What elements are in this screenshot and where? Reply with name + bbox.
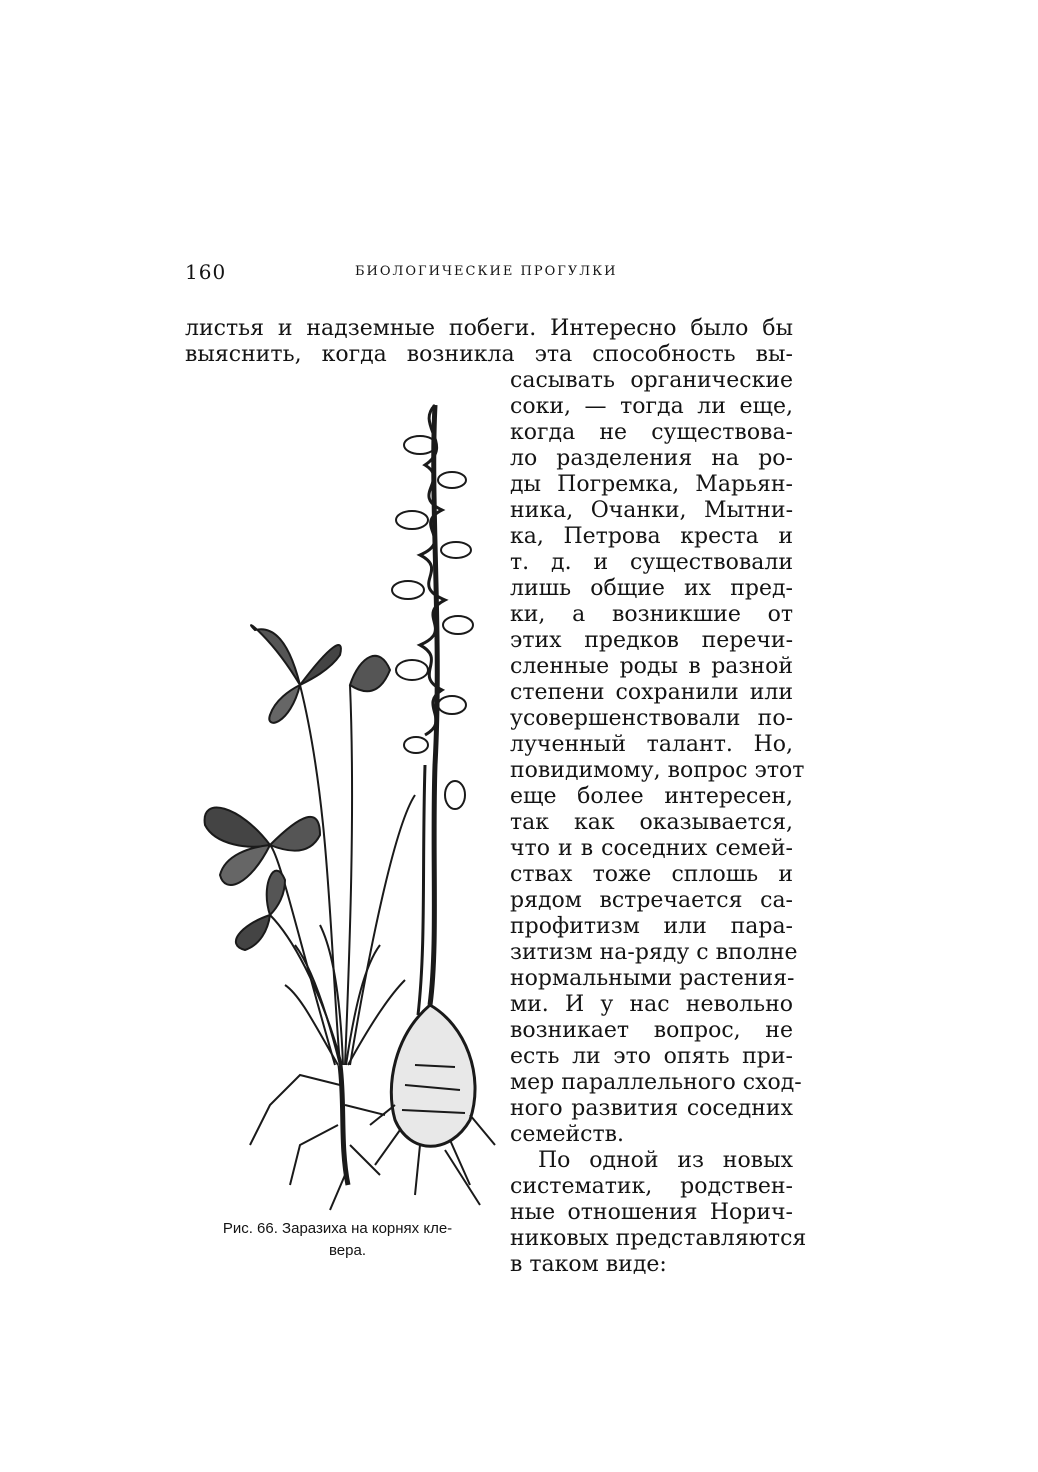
text-line: ника, Очанки, Мытни- [510,498,793,523]
text-line: мер параллельного сход- [510,1070,802,1095]
text-line: еще более интересен, [510,784,793,809]
text-line: в таком виде: [510,1252,667,1277]
text-line: когда не существова- [510,420,793,445]
text-line: выяснить, когда возникла эта способность вы- [185,342,793,367]
text-line: повидимому, вопрос этот [510,758,805,783]
text-line: лишь общие их пред- [510,576,793,601]
text-line: ного развития соседних [510,1096,793,1121]
text-line: что и в соседних семей- [510,836,793,861]
text-line: профитизм или пара- [510,914,793,939]
text-line: усовершенствовали по- [510,706,793,731]
text-line: сленные роды в разной [510,654,793,679]
caption-line: Рис. 66. Заразиха на корнях кле- [222,1220,453,1237]
text-line: этих предков перечи- [510,628,793,653]
text-line: так как оказывается, [510,810,793,835]
text-line: систематик, родствен- [510,1174,793,1199]
text-line-indent: По одной из новых [538,1148,793,1173]
text-line: нормальными растения- [510,966,795,991]
text-line: возникает вопрос, не [510,1018,793,1043]
text-line: ды Погремка, Марьян- [510,472,793,497]
text-line: рядом встречается са- [510,888,793,913]
figure-illustration [180,385,505,1215]
text-line: зитизм на-ряду с вполне [510,940,798,965]
text-line: никовых представляются [510,1226,807,1251]
text-line: ствах тоже сплошь и [510,862,793,887]
running-title: БИОЛОГИЧЕСКИЕ ПРОГУЛКИ [355,264,618,279]
text-line: ло разделения на ро- [510,446,793,471]
text-line: есть ли это опять при- [510,1044,793,1069]
text-line: ми. И у нас невольно [510,992,793,1017]
text-line: лученный талант. Но, [510,732,793,757]
text-line: ки, а возникшие от [510,602,793,627]
clover-broomrape-drawing [180,385,505,1215]
running-header [185,260,795,284]
text-line: соки, — тогда ли еще, [510,394,793,419]
text-line: сасывать органические [510,368,793,393]
text-line: степени сохранили или [510,680,793,705]
text-line: ные отношения Норич- [510,1200,793,1225]
text-line: ка, Петрова креста и [510,524,793,549]
caption-line: вера. [329,1242,366,1259]
page-number: 160 [185,260,227,284]
text-line: семейств. [510,1122,625,1147]
text-line: листья и надземные побеги. Интересно было бы [185,316,793,341]
figure-caption [185,1218,490,1262]
text-line: т. д. и существовали [510,550,793,575]
